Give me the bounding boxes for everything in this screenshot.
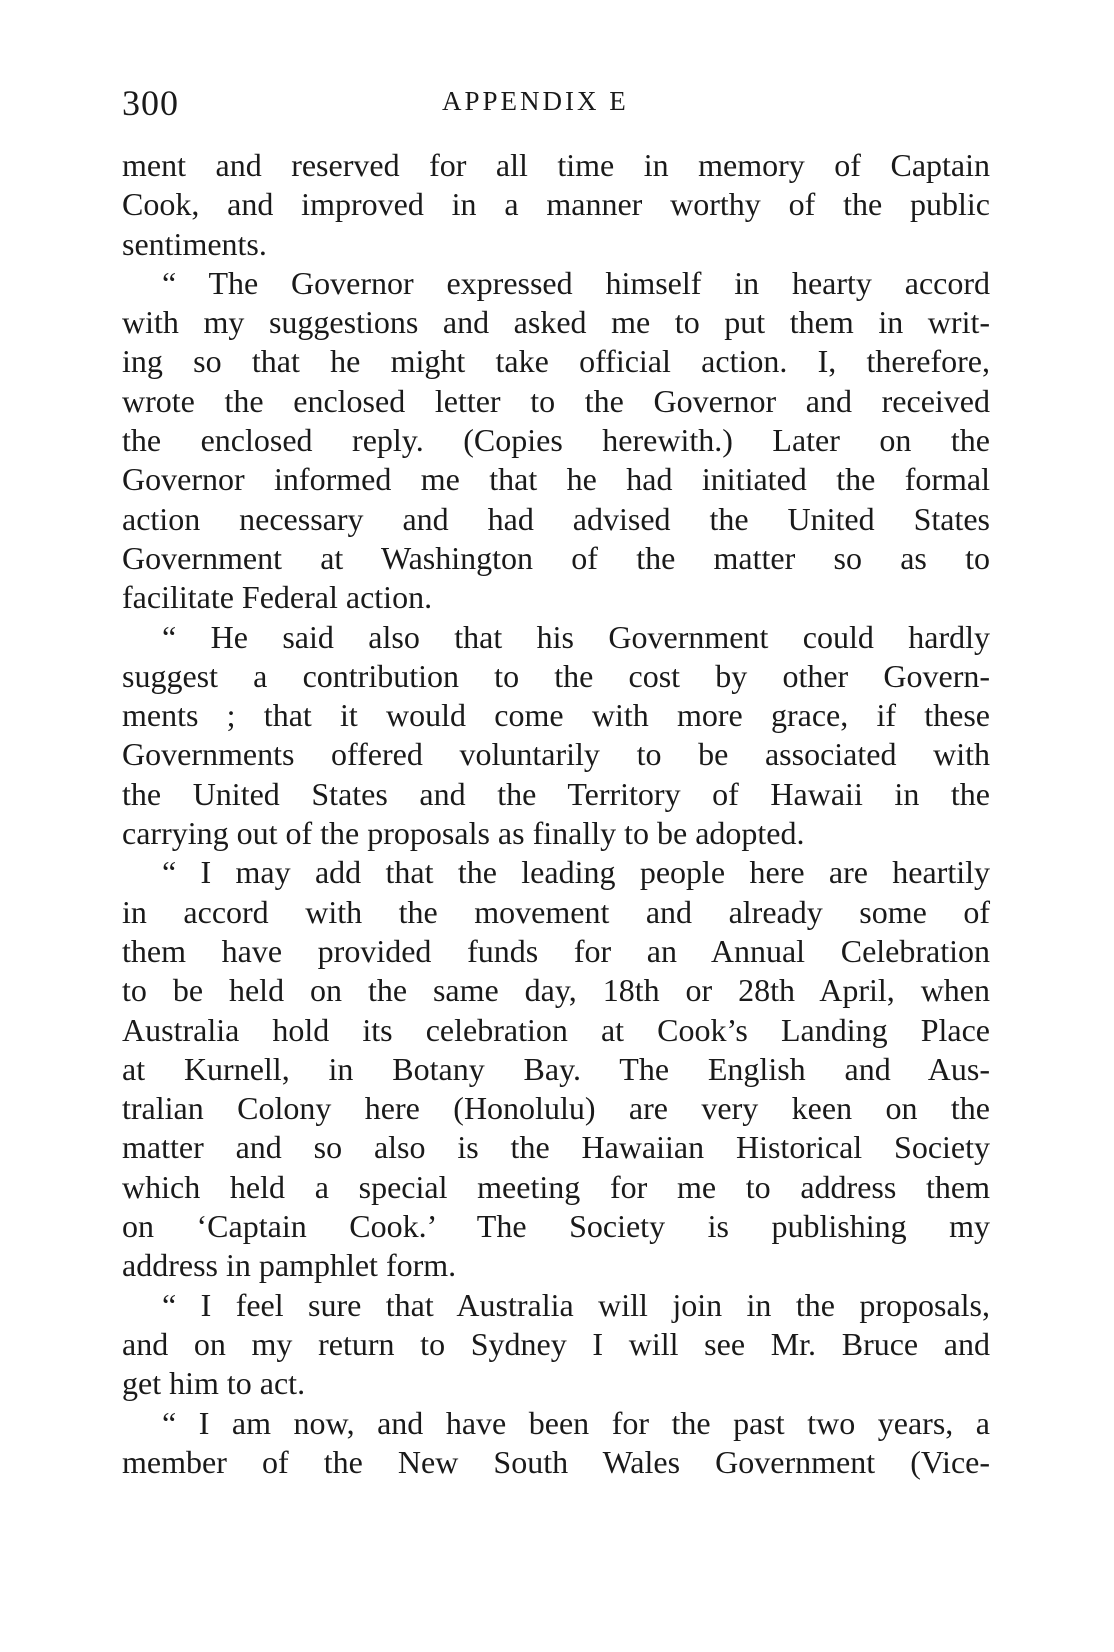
text-line: Governor informed me that he had initiated the formal [122, 461, 990, 498]
text-line: wrote the enclosed letter to the Governor and received [122, 382, 990, 419]
text-line: get him to act. [122, 1365, 306, 1402]
text-line: which held a special meeting for me to address them [122, 1168, 990, 1205]
text-line: “ He said also that his Government could hardly [162, 618, 990, 655]
text-line: in accord with the movement and already some of [122, 893, 990, 930]
text-line: on ‘Captain Cook.’ The Society is publishing my [122, 1208, 990, 1245]
page-header [122, 82, 992, 132]
text-line: “ I am now, and have been for the past two years, a [162, 1404, 990, 1441]
text-line: ing so that he might take official action. I, therefore, [122, 343, 990, 380]
text-line: to be held on the same day, 18th or 28th April, when [122, 972, 990, 1009]
text-line: ment and reserved for all time in memory of Captain [122, 147, 990, 183]
body-text [122, 146, 990, 1482]
text-line: Government at Washington of the matter so as to [122, 539, 990, 576]
text-line: Australia hold its celebration at Cook’s Landing Place [122, 1011, 990, 1048]
text-line: facilitate Federal action. [122, 579, 433, 616]
text-line: address in pamphlet form. [122, 1247, 457, 1284]
text-line: tralian Colony here (Honolulu) are very keen on the [122, 1090, 990, 1127]
text-line: with my suggestions and asked me to put them in writ- [122, 304, 990, 341]
text-line: “ I feel sure that Australia will join in the proposals, [162, 1286, 990, 1323]
text-line: action necessary and had advised the United States [122, 500, 990, 537]
page-number: 300 [122, 83, 179, 123]
text-line: and on my return to Sydney I will see Mr. Bruce and [122, 1325, 990, 1362]
running-head: APPENDIX E [442, 86, 629, 116]
text-line: them have provided funds for an Annual Celebration [122, 932, 990, 969]
text-line: ments ; that it would come with more grace, if these [122, 697, 990, 734]
text-line: Cook, and improved in a manner worthy of the public [122, 186, 990, 223]
text-line: suggest a contribution to the cost by other Govern- [122, 657, 990, 694]
text-line: the United States and the Territory of Hawaii in the [122, 775, 990, 812]
text-line: matter and so also is the Hawaiian Historical Society [122, 1129, 990, 1166]
text-line: sentiments. [122, 225, 267, 262]
text-line: member of the New South Wales Government (Vice- [122, 1443, 990, 1480]
text-line: “ I may add that the leading people here are heartily [162, 854, 990, 891]
text-line: carrying out of the proposals as finally to be adopted. [122, 815, 805, 852]
text-line: the enclosed reply. (Copies herewith.) Later on the [122, 422, 990, 459]
text-line: Governments offered voluntarily to be associated with [122, 736, 990, 773]
text-line: “ The Governor expressed himself in hearty accord [162, 264, 990, 301]
text-line: at Kurnell, in Botany Bay. The English and Aus- [122, 1050, 990, 1087]
